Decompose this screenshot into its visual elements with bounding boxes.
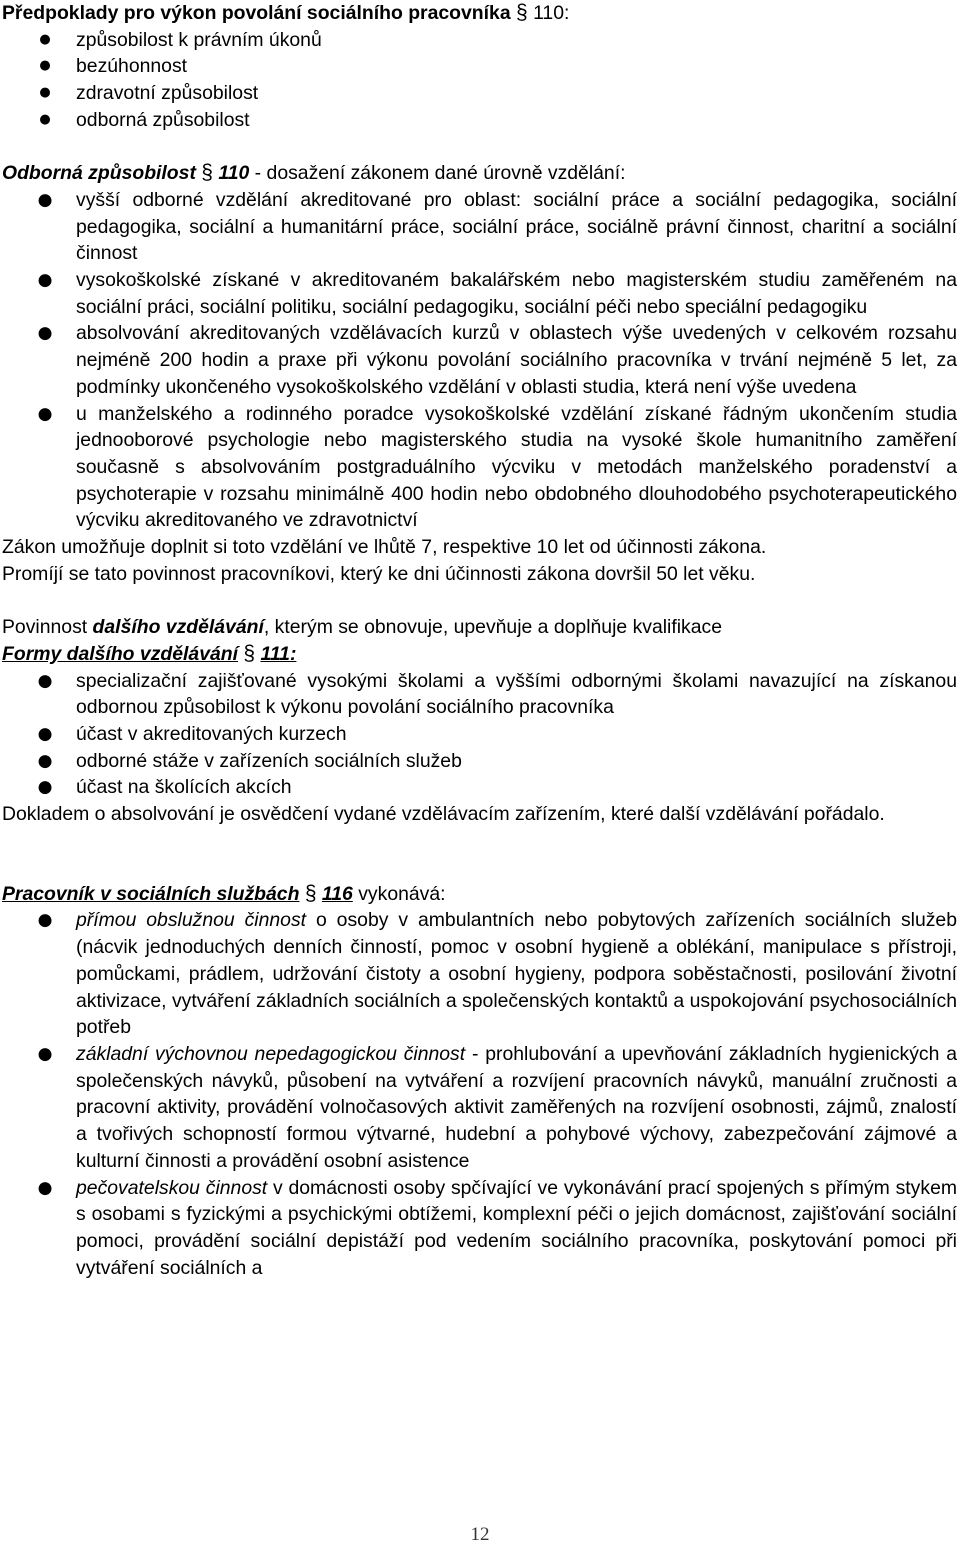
paragraph-promijeni: Promíjí se tato povinnost pracovníkovi, který ke dni účinnosti zákona dovršil 50 let věku. (2, 562, 756, 585)
list-item: ● vysokoškolské získané v akreditovaném bakalářském nebo magisterském studiu zaměřeném na sociální práci, sociální politiku, sociální pedagogiku, sociální péči nebo speciální pedagogiku (37, 269, 957, 318)
heading-formy: Formy dalšího vzdělávání § 111: (2, 641, 297, 665)
heading-predpoklady: Předpoklady pro výkon povolání sociálního pracovníka § 110: (2, 1, 570, 24)
list-item: ● účast v akreditovaných kurzech (37, 722, 347, 745)
list-item: ● specializační zajišťované vysokými školami a vyššími odbornými školami navazující na získanou odbornou způsobilost k výkonu povolání sociálního pracovníka (37, 669, 957, 719)
list-item: ● vyšší odborné vzdělání akreditované pro oblast: sociální práce a sociální pedagogika, sociální pedagogika, sociální a humanitární práce, sociální práce, sociálně právní činnost, charitní a sociální činnost (37, 188, 957, 265)
list-item: ● pečovatelskou činnost v domácnosti osoby spčívající ve vykonávání prací spojených s přímým stykem s osobami s fyzickými a psychickými obtížemi, komplexní péči o jejich domácnost, zajišťování sociální pomoci, provádění sociální depistáží pod vedením sociálního pracovníka, poskytování pomoci při vytváření sociálních a (37, 1176, 958, 1279)
heading-pracovnik: Pracovník v sociálních službách § 116 vykonává: (2, 881, 446, 905)
document-page (2, 0, 957, 1281)
list-item: ● odborné stáže v zařízeních sociálních služeb (37, 749, 462, 772)
page-number: 12 (470, 1524, 490, 1545)
list-item: ● účast na školících akcích (37, 776, 292, 799)
list-item: ● absolvování akreditovaných vzdělávacích kurzů v oblastech výše uvedených v celkovém rozsahu nejméně 200 hodin a praxe při výkonu povolání sociálního pracovníka v trvání nejméně 5 let, za podmínky ukončeného vysokoškolského vzdělání v oblasti studia, která není výše uvedena (37, 322, 957, 398)
list-item: ● základní výchovnou nepedagogickou činnost - prohlubování a upevňování základních hygienických a společenských návyků, působení na vytváření a rozvíjení pracovních návyků, manuální zručnosti a pracovní aktivity, provádění volnočasových aktivit zaměřených na rozvíjení osobnosti, zájmů, znalostí a tvořivých schopností formou výtvarné, hudební a pohybové výchovy, zabezpečování zájmové a kulturní činnosti a provádění osobní asistence (37, 1042, 957, 1172)
pracovnik-list (2, 907, 957, 1281)
paragraph-lhuta: Zákon umožňuje doplnit si toto vzdělání ve lhůtě 7, respektive 10 let od účinnosti zákona. (2, 536, 767, 559)
paragraph-doklad: Dokladem o absolvování je osvědčení vydané vzdělávacím zařízením, které další vzdělávání pořádalo. (2, 803, 885, 826)
list-item: ● odborná způsobilost (39, 108, 250, 131)
odborna-zpusobilost-list (2, 187, 957, 534)
list-item: ● bezúhonnost (39, 55, 188, 78)
predpoklady-list (2, 27, 957, 134)
formy-list (2, 668, 957, 802)
line-povinnost: Povinnost dalšího vzdělávání, kterým se obnovuje, upevňuje a doplňuje kvalifikace (2, 616, 723, 639)
list-item: ● přímou obslužnou činnost o osoby v ambulantních nebo pobytových zařízeních sociálních služeb (nácvik jednoduchých denních činností, pomoc v osobní hygieně a oblékání, manipulace s přístroji, pomůckami, prádlem, udržování čistoty a osobní hygieny, podpora soběstačnosti, posilování životní aktivizace, vytváření základních sociálních a společenských kontaktů a uspokojování psychosociálních potřeb (37, 909, 957, 1039)
list-item: ● zdravotní způsobilost (39, 82, 259, 105)
list-item: ● způsobilost k právním úkonů (39, 28, 322, 51)
list-item: ● u manželského a rodinného poradce vysokoškolské vzdělání získané řádným ukončením studia jednooborové psychologie nebo magisterského studia na vysoké škole humanitního zaměření současně s absolvováním postgraduálního výcviku v metodách manželského poradenství a psychoterapie v rozsahu minimálně 400 hodin nebo obdobného dlouhodobého psychoterapeutického výcviku akreditovaného ve zdravotnictví (37, 402, 957, 532)
heading-odborna-zpusobilost: Odborná způsobilost § 110 - dosažení zákonem dané úrovně vzdělání: (2, 161, 626, 185)
